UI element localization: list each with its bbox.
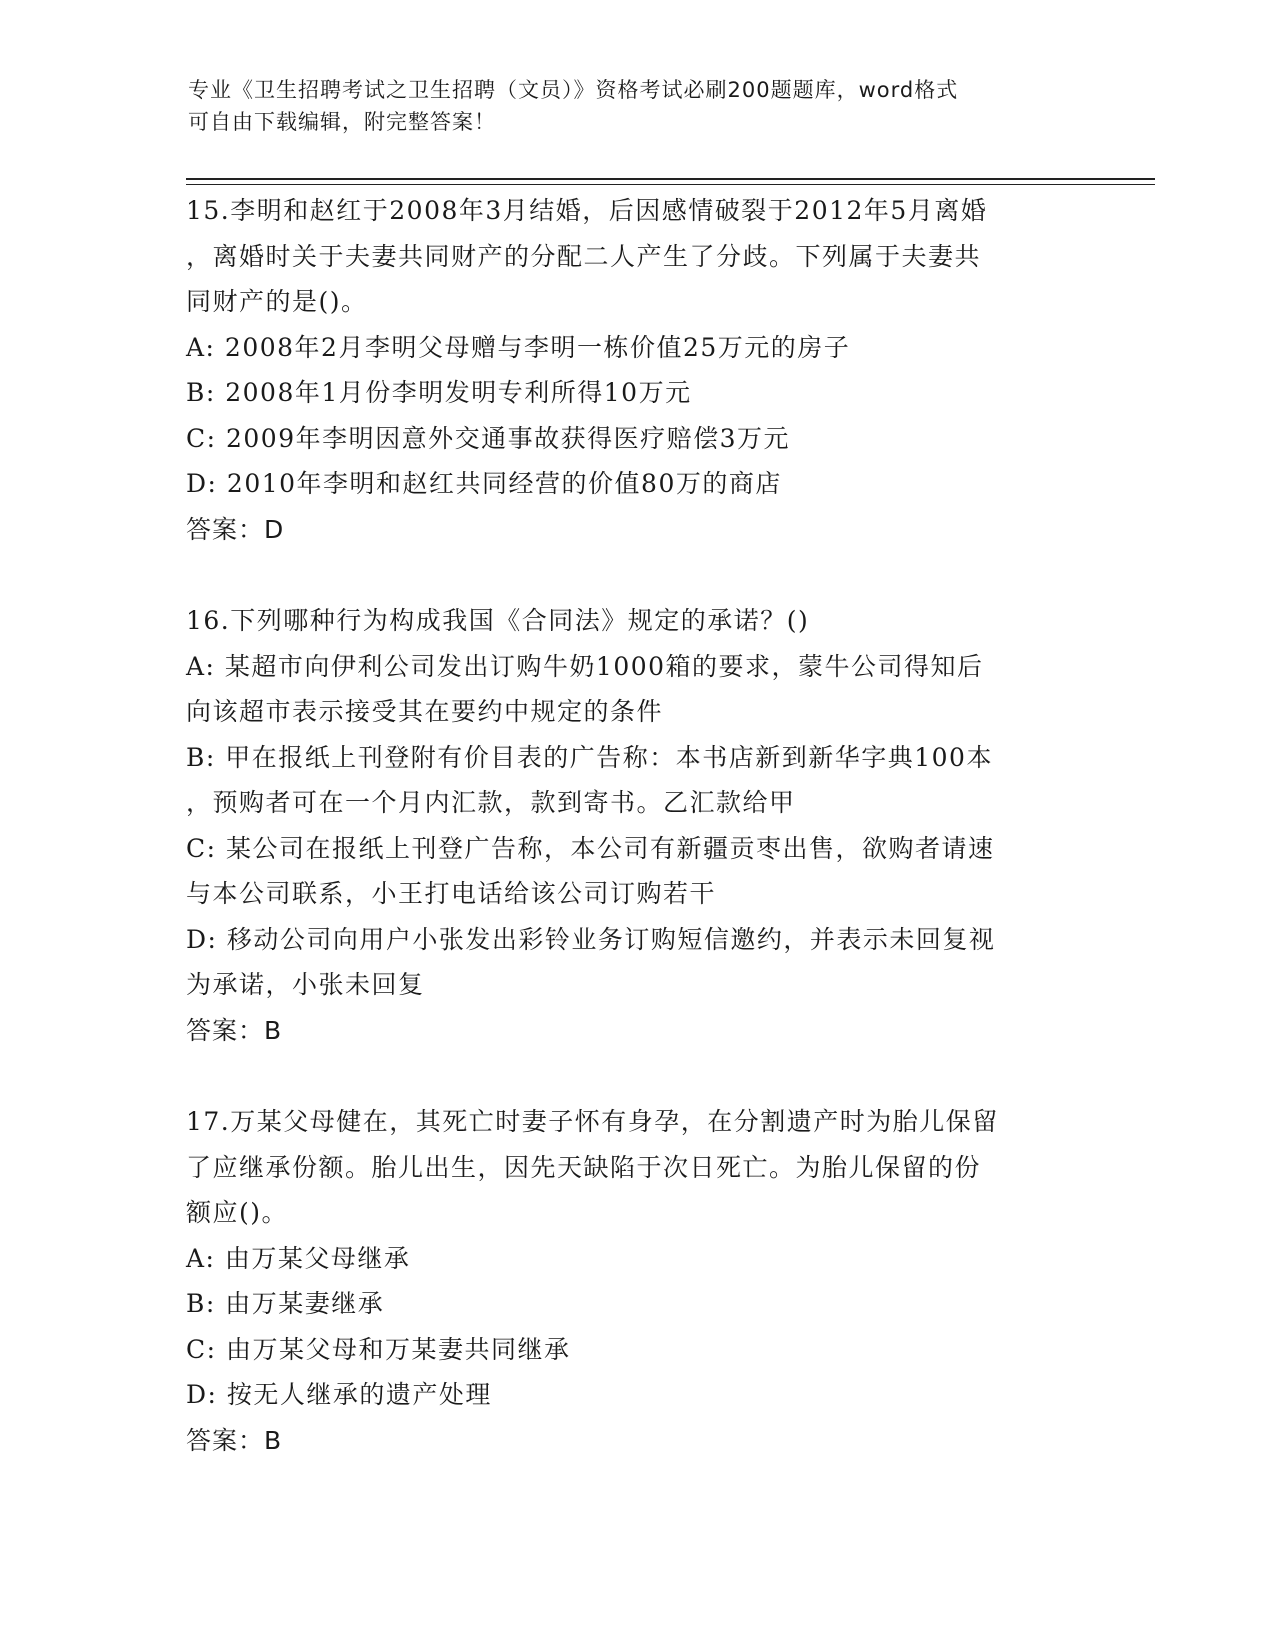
question-stem-line: 15.李明和赵红于2008年3月结婚，后因感情破裂于2012年5月离婚 (186, 196, 988, 225)
header-line-2: 可自由下载编辑，附完整答案！ (188, 110, 496, 134)
answer-label: 答案：D (186, 514, 285, 544)
option-a: A: 某超市向伊利公司发出订购牛奶1000箱的要求，蒙牛公司得知后 (186, 651, 984, 681)
answer-label: 答案：B (186, 1425, 283, 1455)
question-stem-line: 17.万某父母健在，其死亡时妻子怀有身孕，在分割遗产时为胎儿保留 (186, 1107, 999, 1136)
option-c: C: 由万某父母和万某妻共同继承 (186, 1334, 571, 1364)
header-divider-thick (186, 178, 1155, 180)
question-16 (186, 598, 1086, 1053)
answer-label: 答案：B (186, 1015, 283, 1045)
option-c: C: 某公司在报纸上刊登广告称，本公司有新疆贡枣出售，欲购者请速 (186, 833, 995, 863)
option-d: D: 2010年李明和赵红共同经营的价值80万的商店 (186, 469, 782, 498)
option-d: D: 按无人继承的遗产处理 (186, 1380, 492, 1409)
option-a: A: 由万某父母继承 (186, 1243, 411, 1273)
option-d: D: 移动公司向用户小张发出彩铃业务订购短信邀约，并表示未回复视 (186, 924, 996, 954)
option-b: B: 甲在报纸上刊登附有价目表的广告称：本书店新到新华字典100本 (186, 742, 993, 772)
option-c-continued: 与本公司联系，小王打电话给该公司订购若干 (186, 879, 717, 908)
option-c: C: 2009年李明因意外交通事故获得医疗赔偿3万元 (186, 423, 791, 453)
question-stem-line: ，离婚时关于夫妻共同财产的分配二人产生了分歧。下列属于夫妻共 (186, 241, 982, 271)
option-b: B: 2008年1月份李明发明专利所得10万元 (186, 378, 692, 407)
header-line-1: 专业《卫生招聘考试之卫生招聘（文员）》资格考试必刷200题题库，word格式 (188, 78, 959, 102)
header-divider-thin (186, 184, 1155, 185)
option-a-continued: 向该超市表示接受其在要约中规定的条件 (186, 697, 664, 726)
option-d-continued: 为承诺，小张未回复 (186, 970, 425, 999)
document-header (188, 74, 1088, 138)
question-17 (186, 1099, 1086, 1463)
option-a: A: 2008年2月李明父母赠与李明一栋价值25万元的房子 (186, 332, 851, 362)
option-b-continued: ，预购者可在一个月内汇款，款到寄书。乙汇款给甲 (186, 788, 796, 817)
question-stem-line: 额应()。 (186, 1198, 289, 1227)
question-stem-line: 了应继承份额。胎儿出生，因先天缺陷于次日死亡。为胎儿保留的份 (186, 1152, 982, 1182)
question-15 (186, 188, 1086, 552)
question-stem-line: 16.下列哪种行为构成我国《合同法》规定的承诺？() (186, 606, 810, 635)
question-list (186, 188, 1086, 1509)
question-stem-line: 同财产的是()。 (186, 287, 368, 316)
option-b: B: 由万某妻继承 (186, 1289, 385, 1318)
